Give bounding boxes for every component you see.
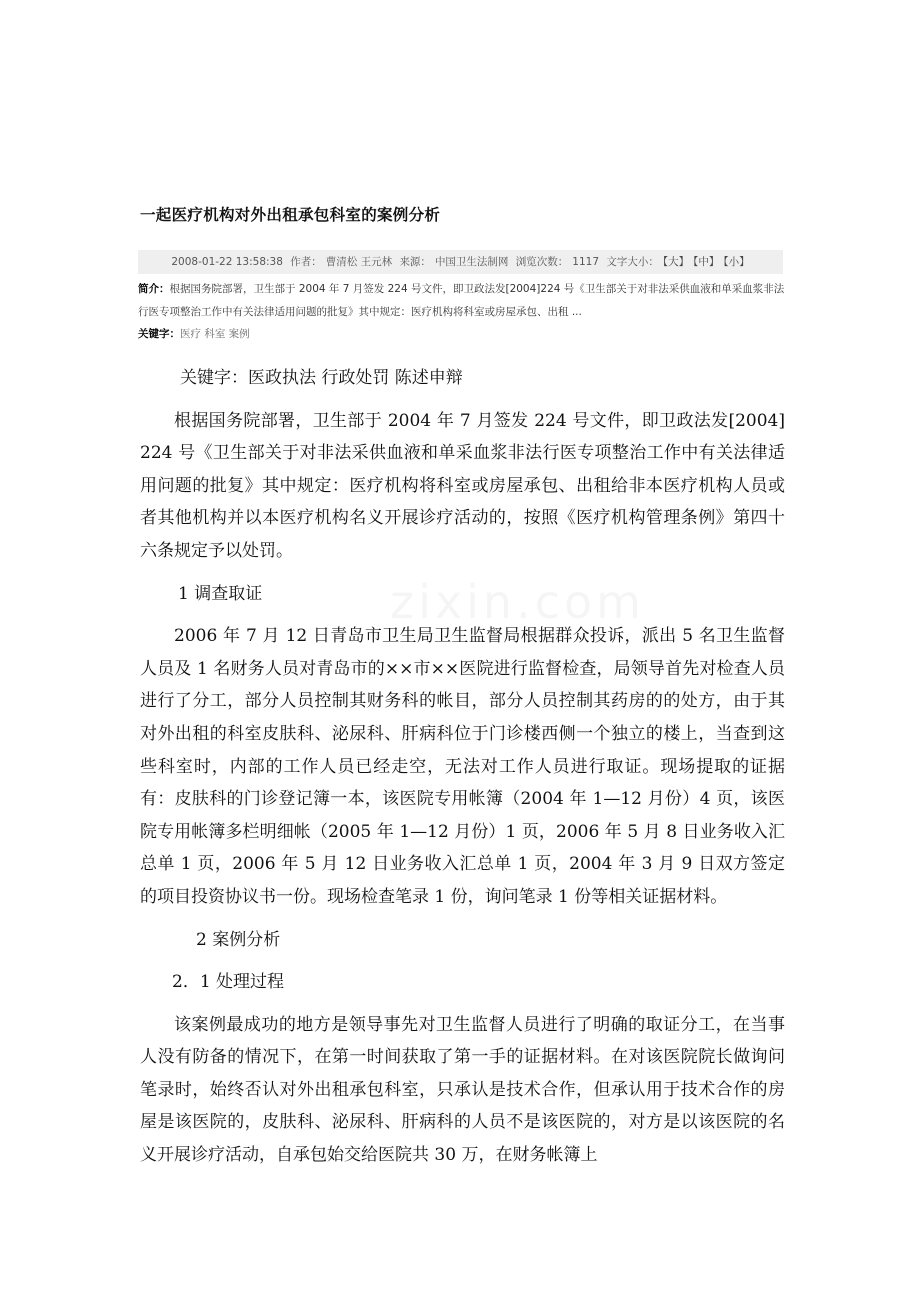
- keywords-text: 医疗 科室 案例: [180, 328, 250, 340]
- body-keywords: 关键字：医政执法 行政处罚 陈述申辩: [180, 368, 463, 388]
- article-source: 中国卫生法制网: [434, 256, 509, 268]
- source-label: 来源：: [399, 256, 431, 268]
- font-size-small-link[interactable]: 【小】: [723, 256, 750, 268]
- font-size-medium-link[interactable]: 【中】: [693, 256, 720, 268]
- article-keywords: [138, 326, 250, 341]
- authors-label: 作者：: [290, 256, 322, 268]
- font-size-large-link[interactable]: 【大】: [662, 256, 690, 268]
- body-paragraph-1: 根据国务院部署，卫生部于 2004 年 7 月签发 224 号文件，即卫政法发[2004] 224 号《卫生部关于对非法采供血液和单采血浆非法行医专项整治工作中有关法律适用问题的批复》其中规定：医疗机构将科室或房屋承包、出租给非本医疗机构人员或者其他机构并以本医疗机构名义开展诊疗活动的，按照《医疗机构管理条例》第四十六条规定予以处罚。: [140, 410, 785, 561]
- section-heading-2: 2 案例分析: [196, 929, 281, 950]
- article-body: [140, 362, 785, 1182]
- summary-label: 简介：: [138, 283, 170, 295]
- article-datetime: 2008-01-22 13:58:38: [171, 256, 283, 268]
- article-views: 1117: [572, 256, 600, 268]
- article-title: 一起医疗机构对外出租承包科室的案例分析: [140, 206, 441, 224]
- font-size-label: 文字大小：: [606, 256, 659, 268]
- body-paragraph-2: 2006 年 7 月 12 日青岛市卫生局卫生监督局根据群众投诉，派出 5 名卫生监督人员及 1 名财务人员对青岛市的××市××医院进行监督检查，局领导首先对检查人员进行了分工，部分人员控制其财务科的帐目，部分人员控制其药房的的处方，由于其对外出租的科室皮肤科、泌尿科、肝病科位于门诊楼西侧一个独立的楼上，当查到这些科室时，内部的工作人员已经走空，无法对工作人员进行取证。现场提取的证据有：皮肤科的门诊登记簿一本，该医院专用帐簿（2004 年 1—12 月份）4 页，该医院专用帐簿多栏明细帐（2005 年 1—12 月份）1 页，2006 年 5 月 8 日业务收入汇总单 1 页，2006 年 5 月 12 日业务收入汇总单 1 页，2004 年 3 月 9 日双方签定的项目投资协议书一份。现场检查笔录 1 份，询问笔录 1 份等相关证据材料。: [140, 626, 785, 907]
- article-authors: 曹清松 王元林: [325, 256, 393, 268]
- article-summary: [138, 278, 788, 324]
- section-heading-2-1: 2．1 处理过程: [172, 972, 285, 993]
- body-paragraph-3: 该案例最成功的地方是领导事先对卫生监督人员进行了明确的取证分工，在当事人没有防备的情况下，在第一时间获取了第一手的证据材料。在对该医院院长做询问笔录时，始终否认对外出租承包科室，只承认是技术合作，但承认用于技术合作的房屋是该医院的，皮肤科、泌尿科、肝病科的人员不是该医院的，对方是以该医院的名义开展诊疗活动，自承包始交给医院共 30 万，在财务帐簿上: [140, 1014, 785, 1166]
- section-heading-1: 1 调查取证: [178, 583, 263, 604]
- keywords-label: 关键字：: [138, 328, 180, 340]
- article-meta-bar: [138, 250, 783, 274]
- summary-text: 根据国务院部署，卫生部于 2004 年 7 月签发 224 号文件，即卫政法发[2004]224 号《卫生部关于对非法采供血液和单采血浆非法行医专项整治工作中有关法律适用问题的批复》其中规定：医疗机构将科室或房屋承包、出租 ...: [138, 283, 785, 318]
- views-label: 浏览次数：: [515, 256, 569, 268]
